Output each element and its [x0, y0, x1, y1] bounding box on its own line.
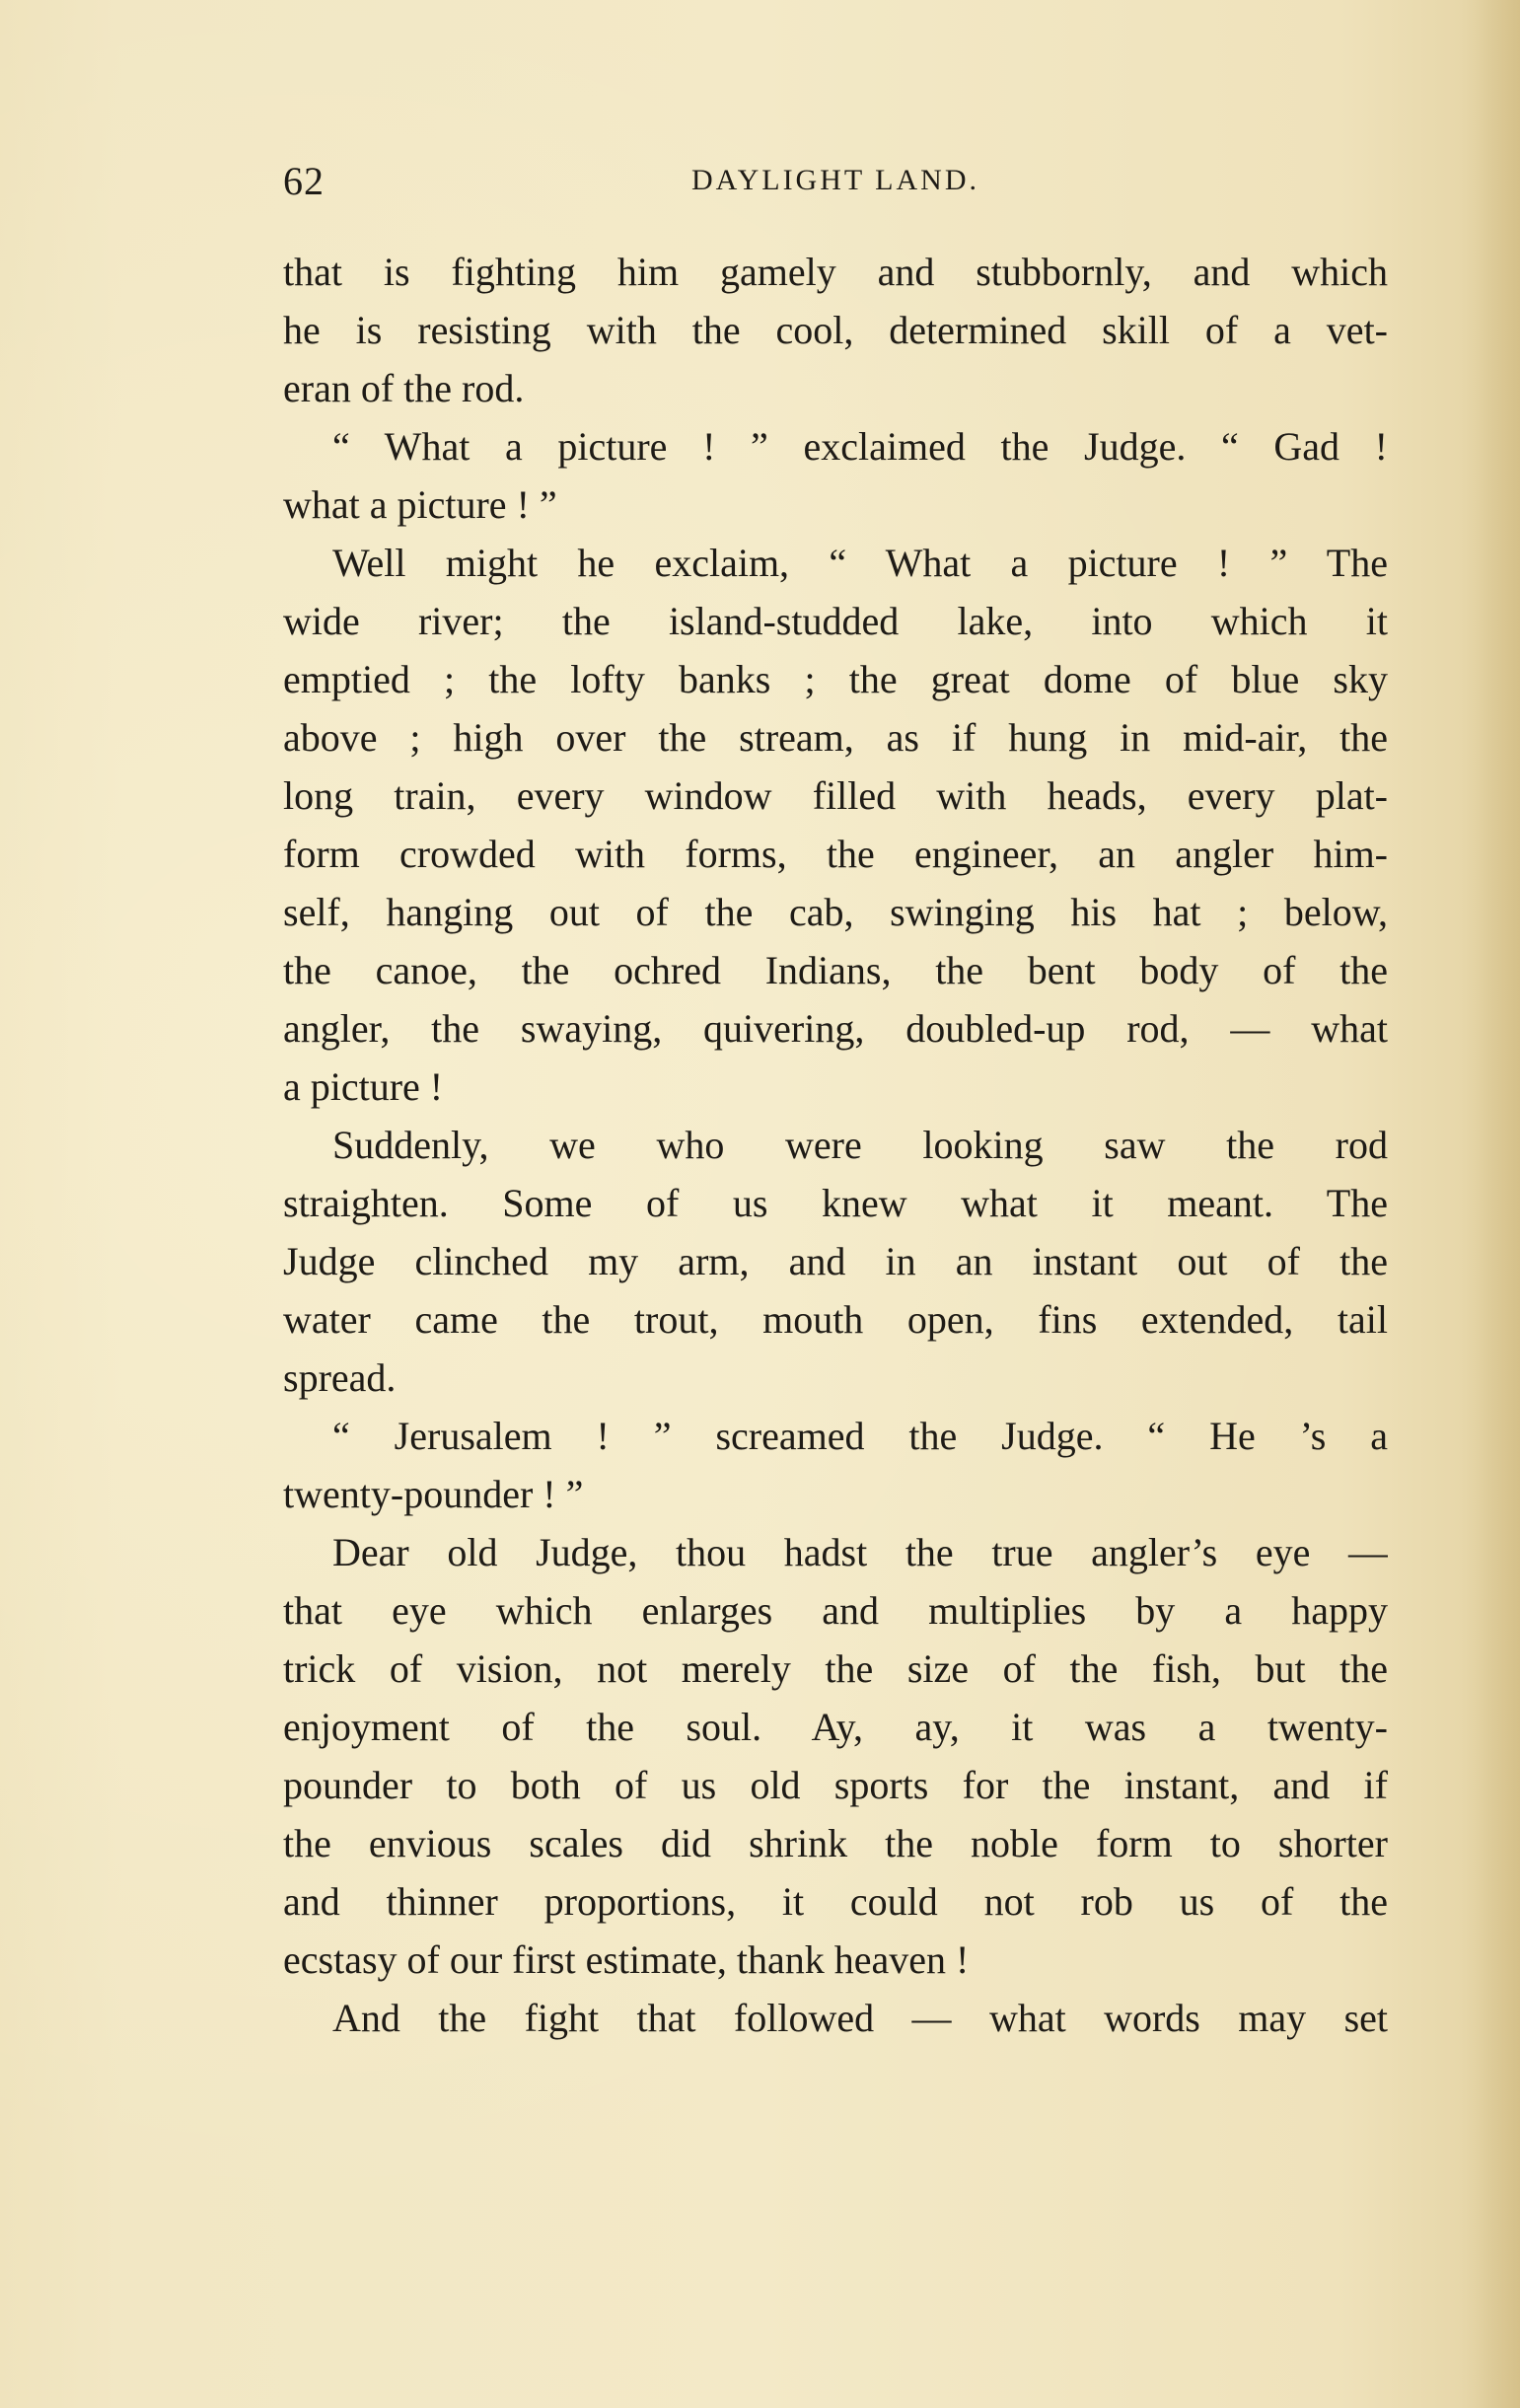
text-line: water came the trout, mouth open, fins extended, tail: [283, 1297, 1388, 1342]
text-line: Dear old Judge, thou hadst the true angler’s eye —: [332, 1530, 1388, 1574]
text-line: enjoyment of the soul. Ay, ay, it was a twenty-: [283, 1705, 1388, 1749]
body-text: [283, 243, 1388, 2047]
text-line: wide river; the island-studded lake, into which it: [283, 599, 1388, 643]
text-line: “ Jerusalem ! ” screamed the Judge. “ He ’s a: [332, 1414, 1388, 1458]
running-head: DAYLIGHT LAND.: [691, 164, 979, 196]
page-edge-shading: [1461, 0, 1520, 2408]
text-line: that is fighting him gamely and stubbornly, and which: [283, 250, 1388, 294]
text-line: Suddenly, we who were looking saw the rod: [332, 1123, 1388, 1167]
text-line: what a picture ! ”: [283, 482, 557, 527]
page-number: 62: [283, 159, 325, 203]
text-line: spread.: [283, 1355, 397, 1400]
page-header: [283, 158, 1388, 217]
text-line: Well might he exclaim, “ What a picture ! ” The: [332, 541, 1388, 585]
text-line: “ What a picture ! ” exclaimed the Judge. “ Gad !: [332, 424, 1388, 469]
text-line: Judge clinched my arm, and in an instant out of the: [283, 1239, 1388, 1283]
text-line: eran of the rod.: [283, 366, 525, 410]
text-line: that eye which enlarges and multiplies by a happy: [283, 1588, 1388, 1633]
text-line: twenty-pounder ! ”: [283, 1472, 584, 1516]
text-line: self, hanging out of the cab, swinging his hat ; below,: [283, 890, 1388, 934]
text-line: emptied ; the lofty banks ; the great dome of blue sky: [283, 657, 1388, 701]
text-line: trick of vision, not merely the size of the fish, but the: [283, 1646, 1388, 1691]
text-line: and thinner proportions, it could not rob us of the: [283, 1879, 1388, 1924]
text-line: he is resisting with the cool, determined skill of a vet-: [283, 308, 1388, 352]
text-line: the canoe, the ochred Indians, the bent body of the: [283, 948, 1388, 992]
text-line: above ; high over the stream, as if hung in mid-air, the: [283, 715, 1388, 760]
text-line: form crowded with forms, the engineer, an angler him-: [283, 832, 1388, 876]
text-line: straighten. Some of us knew what it meant. The: [283, 1181, 1388, 1225]
text-line: the envious scales did shrink the noble form to shorter: [283, 1821, 1388, 1865]
text-line: angler, the swaying, quivering, doubled-up rod, — what: [283, 1006, 1388, 1051]
text-line: a picture !: [283, 1064, 444, 1109]
text-line: pounder to both of us old sports for the instant, and if: [283, 1763, 1388, 1807]
text-line: long train, every window filled with heads, every plat-: [283, 773, 1388, 818]
text-line: ecstasy of our first estimate, thank heaven !: [283, 1937, 970, 1982]
text-line: And the fight that followed — what words may set: [332, 1996, 1388, 2040]
